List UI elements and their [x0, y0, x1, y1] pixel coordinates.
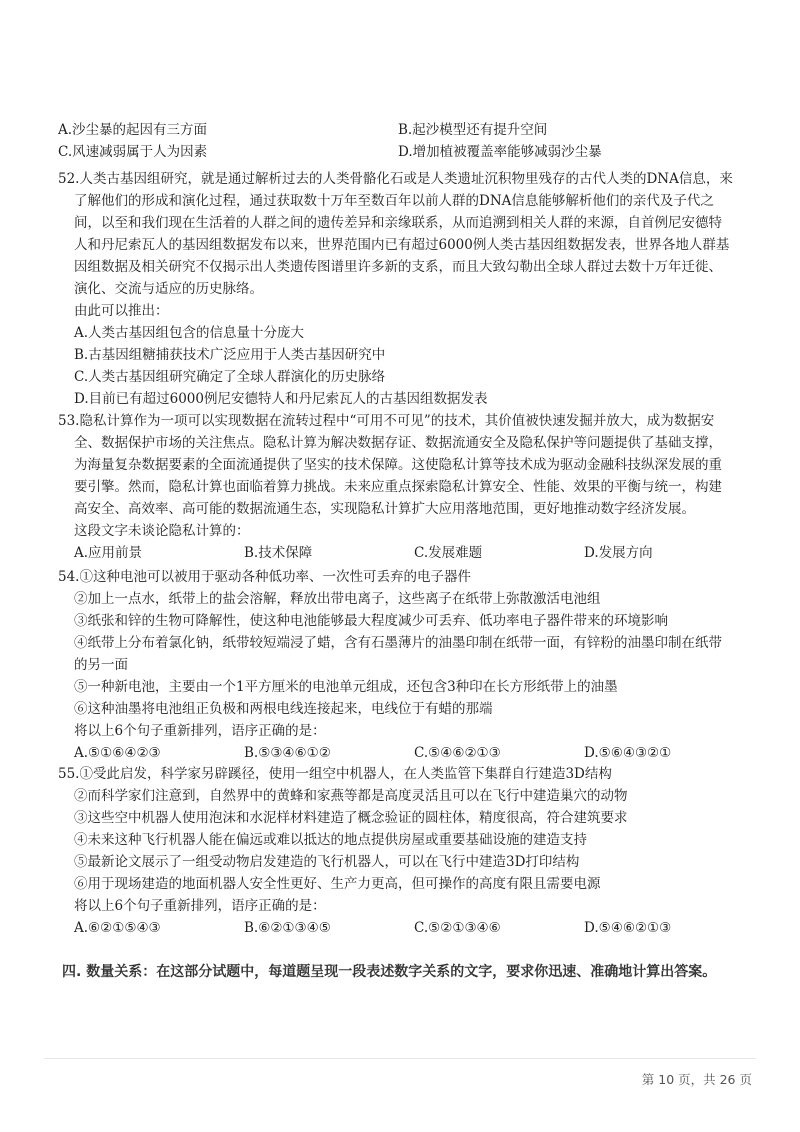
section-heading: 四. 数量关系：在这部分试题中，每道题呈现一段表述数字关系的文字，要求你迅速、准确地计算出答案。: [62, 964, 717, 980]
page-number: 第 10 页，共 26 页: [641, 1072, 752, 1087]
q54-option-d: D.⑤⑥④③②①: [584, 745, 672, 761]
q54-prompt: 将以上6个句子重新排列，语序正确的是：: [74, 723, 326, 739]
q51-options: [58, 119, 758, 163]
q54-options: [58, 742, 758, 764]
q53-options: [58, 542, 758, 564]
q51-option-c: C.风速减弱属于人为因素: [58, 144, 208, 160]
q54-sentence: ⑥这种油墨将电池组正负极和两根电线连接起来，电线位于有蜡的那端: [74, 701, 493, 717]
q55-sentence: 55.①受此启发，科学家另辟蹊径，使用一组空中机器人，在人类监管下集群自行建造3D结构: [58, 766, 612, 782]
q53-stem-line: 高安全、高效率、高可能的数据流通生态，实现隐私计算扩大应用落地范围，更好地推动数字经济发展。: [74, 501, 695, 517]
q54-option-c: C.⑤④⑥②①③: [414, 745, 501, 761]
q54-sentence: 54.①这种电池可以被用于驱动各种低功率、一次性可丢弃的电子器件: [58, 569, 471, 585]
q51-option-a: A.沙尘暴的起因有三方面: [58, 122, 208, 138]
q54-sentence: 的另一面: [74, 657, 128, 673]
q51-option-d: D.增加植被覆盖率能够减弱沙尘暴: [398, 144, 602, 160]
q55-sentence: ⑥用于现场建造的地面机器人安全性更好、生产力更高，但可操作的高度有限且需要电源: [74, 876, 601, 892]
q55-option-a: A.⑥②①⑤④③: [74, 920, 161, 936]
q52-option-b: B.古基因组糖捕获技术广泛应用于人类古基因研究中: [74, 347, 386, 363]
q52-option-c: C.人类古基因组研究确定了全球人群演化的历史脉络: [74, 369, 386, 385]
q54-sentence: ③纸张和锌的生物可降解性，使这种电池能够最大程度减少可丢弃、低功率电子器件带来的环境影响: [74, 613, 668, 629]
q54-option-b: B.⑤③④⑥①②: [244, 745, 331, 761]
q55-prompt: 将以上6个句子重新排列，语序正确的是：: [74, 898, 326, 914]
q54-sentence: ④纸带上分布着氯化钠，纸带较短端浸了蜡，含有石墨薄片的油墨印制在纸带一面，有锌粉的油墨印制在纸带: [74, 635, 722, 651]
question-55: [58, 763, 758, 939]
q52-option-d: D.目前已有超过6000例尼安德特人和丹尼索瓦人的古基因组数据发表: [74, 391, 488, 407]
q53-option-a: A.应用前景: [74, 545, 143, 561]
q53-stem-line: 为海量复杂数据要素的全面流通提供了坚实的技术保障。这使隐私计算等技术成为驱动金融科技纵深发展的重: [74, 457, 722, 473]
q53-stem-line: 要引擎。然而，隐私计算也面临着算力挑战。未来应重点探索隐私计算安全、性能、效果的平衡与统一，构建: [74, 479, 722, 495]
q53-option-b: B.技术保障: [244, 545, 313, 561]
q54-option-a: A.⑤①⑥④②③: [74, 745, 161, 761]
q51-option-b: B.起沙模型还有提升空间: [398, 122, 548, 138]
q53-option-d: D.发展方向: [584, 545, 653, 561]
q54-sentence: ②加上一点水，纸带上的盐会溶解，释放出带电离子，这些离子在纸带上弥散激活电池组: [74, 591, 601, 607]
q52-stem-line: 因组数据及相关研究不仅揭示出人类遗传图谱里许多新的支系，而且大致勾勒出全球人群过去数十万年迁徙、: [74, 259, 722, 275]
q52-prompt: 由此可以推出：: [74, 303, 169, 319]
question-53: [58, 410, 758, 564]
q53-stem-line: 53.隐私计算作为一项可以实现数据在流转过程中“可用不可见”的技术，其价值被快速发掘并放大，成为数据安: [58, 413, 715, 429]
q55-options: [58, 917, 758, 939]
footer-divider: [44, 1058, 756, 1059]
q55-sentence: ④未来这种飞行机器人能在偏远或难以抵达的地点提供房屋或重要基础设施的建造支持: [74, 832, 587, 848]
q52-stem-line: 了解他们的形成和演化过程，通过获取数十万年至数百年以前人群的DNA信息能够解析他们的亲代及子代之: [74, 193, 714, 209]
q55-sentence: ③这些空中机器人使用泡沫和水泥样材料建造了概念验证的圆柱体，精度很高，符合建筑要求: [74, 810, 628, 826]
q55-option-b: B.⑥②①③④⑤: [244, 920, 331, 936]
q53-option-c: C.发展难题: [414, 545, 483, 561]
q52-option-a: A.人类古基因组包含的信息量十分庞大: [74, 325, 305, 341]
q53-stem-line: 全、数据保护市场的关注焦点。隐私计算为解决数据存证、数据流通安全及隐私保护等问题提供了基础支撑，: [74, 435, 722, 451]
question-52: [58, 168, 758, 410]
q52-stem-line: 52.人类古基因组研究，就是通过解析过去的人类骨骼化石或是人类遗址沉积物里残存的古代人类的DNA信息，来: [58, 171, 733, 187]
q53-prompt: 这段文字未谈论隐私计算的：: [74, 523, 250, 539]
q54-sentence: ⑤一种新电池，主要由一个1平方厘米的电池单元组成，还包含3种印在长方形纸带上的油墨: [74, 679, 618, 695]
q55-option-d: D.⑤④⑥②①③: [584, 920, 672, 936]
q55-option-c: C.⑤②①③④⑥: [414, 920, 501, 936]
q55-sentence: ②而科学家们注意到，自然界中的黄蜂和家燕等都是高度灵活且可以在飞行中建造巢穴的动物: [74, 788, 628, 804]
q52-stem-line: 演化、交流与适应的历史脉络。: [74, 281, 263, 297]
q52-stem-line: 间，以至和我们现在生活着的人群之间的遗传差异和亲缘联系，从而追溯到相关人群的来源，自首例尼安德特: [74, 215, 722, 231]
q52-stem-line: 人和丹尼索瓦人的基因组数据发布以来，世界范围内已有超过6000例人类古基因组数据发表，世界各地人群基: [74, 237, 730, 253]
question-54: [58, 566, 758, 764]
q55-sentence: ⑤最新论文展示了一组受动物启发建造的飞行机器人，可以在飞行中建造3D打印结构: [74, 854, 580, 870]
